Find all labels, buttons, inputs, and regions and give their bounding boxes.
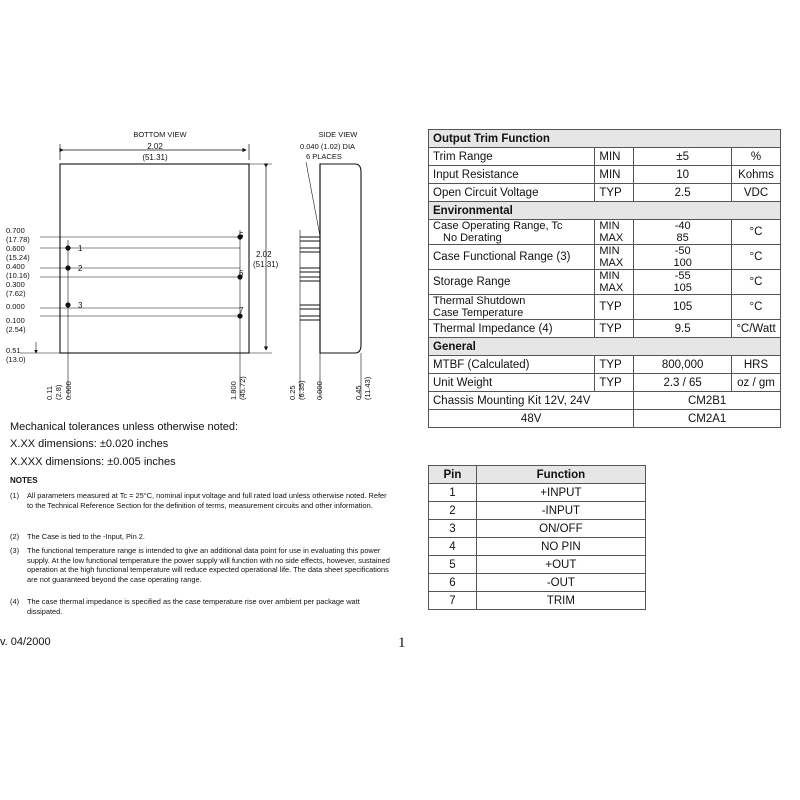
pin-cell: 5 [429,556,477,574]
note-number: (2) [10,532,20,541]
unit-cell: % [731,148,780,166]
value-cell: -50 [674,245,691,257]
param-cell: Thermal Impedance (4) [429,320,595,338]
pin-function-table [428,465,646,610]
value-cell: -40 [674,220,691,232]
dim-0600-mm: (15.24) [6,253,30,262]
param-cell: Open Circuit Voltage [429,184,595,202]
table-row [429,295,781,320]
dim-0100: 0.100 [6,316,25,325]
table-row [429,484,646,502]
pin-dia-label: 0.040 (1.02) DIA [300,142,356,151]
pin-label-5: 5 [239,231,244,240]
dim-1800: 1.800 [229,381,238,400]
note-2 [10,532,392,542]
cond-cell: MAX [599,257,624,269]
notes-title: NOTES [10,476,38,485]
table-row [429,148,781,166]
function-cell: -INPUT [476,502,645,520]
param-cell: Storage Range [429,270,595,295]
tolerance-heading: Mechanical tolerances unless otherwise noted: [10,421,239,433]
table-row [429,538,646,556]
mechanical-drawing [0,0,400,420]
page-number: 1 [398,635,406,651]
value-cell: ±5 [634,148,732,166]
cond-cell: MIN [599,270,620,282]
dim-0300-mm: (7.62) [6,289,26,298]
value-cell: 800,000 [634,356,732,374]
value-cell: CM2A1 [634,410,781,428]
cond-cell: MIN [599,245,620,257]
note-3 [10,546,392,584]
note-text: All parameters measured at Tc = 25°C, nominal input voltage and full rated load unless otherwise noted. Refer to the Technical Reference Section for the definition of terms, measurement circuits and other information. [27,491,387,510]
unit-cell: °C [731,295,780,320]
value-cell: 100 [673,257,692,269]
note-number: (1) [10,491,20,500]
dim-051: 0.51 [6,346,21,355]
side-view-label: SIDE VIEW [318,130,358,139]
dim-0700-mm: (17.78) [6,235,30,244]
note-number: (3) [10,546,20,555]
pin-label-6: 6 [239,269,244,278]
function-cell: +INPUT [476,484,645,502]
value-cell: 10 [634,166,732,184]
pin-2 [65,265,70,270]
value-cell: 2.5 [634,184,732,202]
param-cell: 48V [429,410,634,428]
section-environmental [429,202,781,220]
dim-0100-mm: (2.54) [6,325,26,334]
unit-cell: oz / gm [731,374,780,392]
param-cell: Thermal Shutdown [433,295,526,307]
dim-025: 0.25 [288,385,297,400]
note-4 [10,597,392,616]
unit-cell: Kohms [731,166,780,184]
height-dimension: 2.02 [256,250,272,259]
table-row [429,392,781,410]
side-view-outline [320,164,361,353]
cond-cell: MIN [595,148,634,166]
table-row [429,320,781,338]
pin-label-2: 2 [78,264,83,273]
dim-045-mm: (11.43) [363,376,372,400]
note-text: The Case is tied to the -Input, Pin 2. [27,532,145,541]
cond-cell: MAX [599,232,624,244]
width-dimension-mm: (51.31) [142,153,168,162]
column-header-function: Function [476,466,645,484]
param-cell: Input Resistance [429,166,595,184]
cond-cell: MIN [595,166,634,184]
dim-0000-left: 0.000 [6,302,25,311]
pin-cell: 3 [429,520,477,538]
unit-cell: °C/Watt [731,320,780,338]
unit-cell: °C [731,245,780,270]
function-cell: NO PIN [476,538,645,556]
table-row [429,374,781,392]
dim-0600: 0.600 [6,244,25,253]
function-cell: -OUT [476,574,645,592]
param-cell: Chassis Mounting Kit 12V, 24V [429,392,634,410]
height-dimension-mm: (51.31) [253,260,279,269]
note-1 [10,491,392,510]
param-cell: MTBF (Calculated) [429,356,595,374]
section-header: Output Trim Function [429,130,781,148]
section-general [429,338,781,356]
param-subline: No Derating [443,232,502,244]
table-row [429,356,781,374]
pin-cell: 6 [429,574,477,592]
tolerance-xxx: X.XXX dimensions: ±0.005 inches [10,456,176,468]
dim-025-mm: (6.35) [297,380,306,400]
table-row [429,245,781,270]
cond-cell: MAX [599,282,624,294]
width-dimension: 2.02 [147,142,163,151]
cond-cell: MIN [599,220,620,232]
value-cell: CM2B1 [634,392,781,410]
table-row [429,166,781,184]
param-cell: Case Operating Range, Tc [433,220,563,232]
param-subline: Case Temperature [433,307,524,319]
dim-0000-bottom: 0.000 [64,381,73,400]
column-header-pin: Pin [429,466,477,484]
bottom-view-outline [60,164,249,353]
unit-cell: °C [731,270,780,295]
value-cell: 9.5 [634,320,732,338]
table-row [429,574,646,592]
dim-1800-mm: (45.72) [238,376,247,400]
pin-3 [65,302,70,307]
pin-label-3: 3 [78,301,83,310]
dim-0300: 0.300 [6,280,25,289]
section-header: General [429,338,781,356]
value-cell: 105 [673,282,692,294]
pin-cell: 2 [429,502,477,520]
section-header: Environmental [429,202,781,220]
specifications-table [428,129,781,428]
section-output-trim [429,130,781,148]
note-text: The functional temperature range is intended to give an additional data point for use in evaluating this power supply. At the low functional temperature the power supply will function with no side effects, however, sustained operation at the high functional temperature will reduce expected operational life. The data sheet specifications are not guaranteed beyond the case operating range. [27,546,390,584]
unit-cell: °C [731,220,780,245]
dim-0700: 0.700 [6,226,25,235]
table-row [429,502,646,520]
table-row [429,556,646,574]
pin-cell: 1 [429,484,477,502]
pin-count-label: 6 PLACES [306,152,342,161]
pin-label-7: 7 [239,306,244,315]
cond-cell: TYP [595,295,634,320]
cond-cell: TYP [595,374,634,392]
table-row [429,184,781,202]
table-row [429,592,646,610]
function-cell: +OUT [476,556,645,574]
table-header-row [429,466,646,484]
value-cell: 85 [676,232,689,244]
dim-0400-mm: (10.16) [6,271,30,280]
unit-cell: HRS [731,356,780,374]
dim-011: 0.11 [45,385,54,400]
cond-cell: TYP [595,356,634,374]
value-cell: 105 [634,295,732,320]
pin-cell: 7 [429,592,477,610]
revision-date: v. 04/2000 [0,636,51,648]
cond-cell: TYP [595,184,634,202]
function-cell: ON/OFF [476,520,645,538]
cond-cell: TYP [595,320,634,338]
pin-label-1: 1 [78,244,83,253]
table-row [429,220,781,245]
function-cell: TRIM [476,592,645,610]
note-text: The case thermal impedance is specified as the case temperature rise over ambient per package watt dissipated. [27,597,360,616]
table-row [429,520,646,538]
dim-045: 0.45 [354,385,363,400]
value-cell: -55 [674,270,691,282]
pin-cell: 4 [429,538,477,556]
param-cell: Unit Weight [429,374,595,392]
note-number: (4) [10,597,20,606]
dim-051-mm: (13.0) [6,355,26,364]
dim-011-mm: (2.8) [54,384,63,400]
param-cell: Trim Range [429,148,595,166]
bottom-view-label: BOTTOM VIEW [133,130,187,139]
dim-0000-side: 0.000 [315,381,324,400]
value-cell: 2.3 / 65 [634,374,732,392]
table-row [429,270,781,295]
tolerance-xx: X.XX dimensions: ±0.020 inches [10,438,169,450]
param-cell: Case Functional Range (3) [429,245,595,270]
pin-1 [65,245,70,250]
unit-cell: VDC [731,184,780,202]
dim-0400: 0.400 [6,262,25,271]
table-row [429,410,781,428]
